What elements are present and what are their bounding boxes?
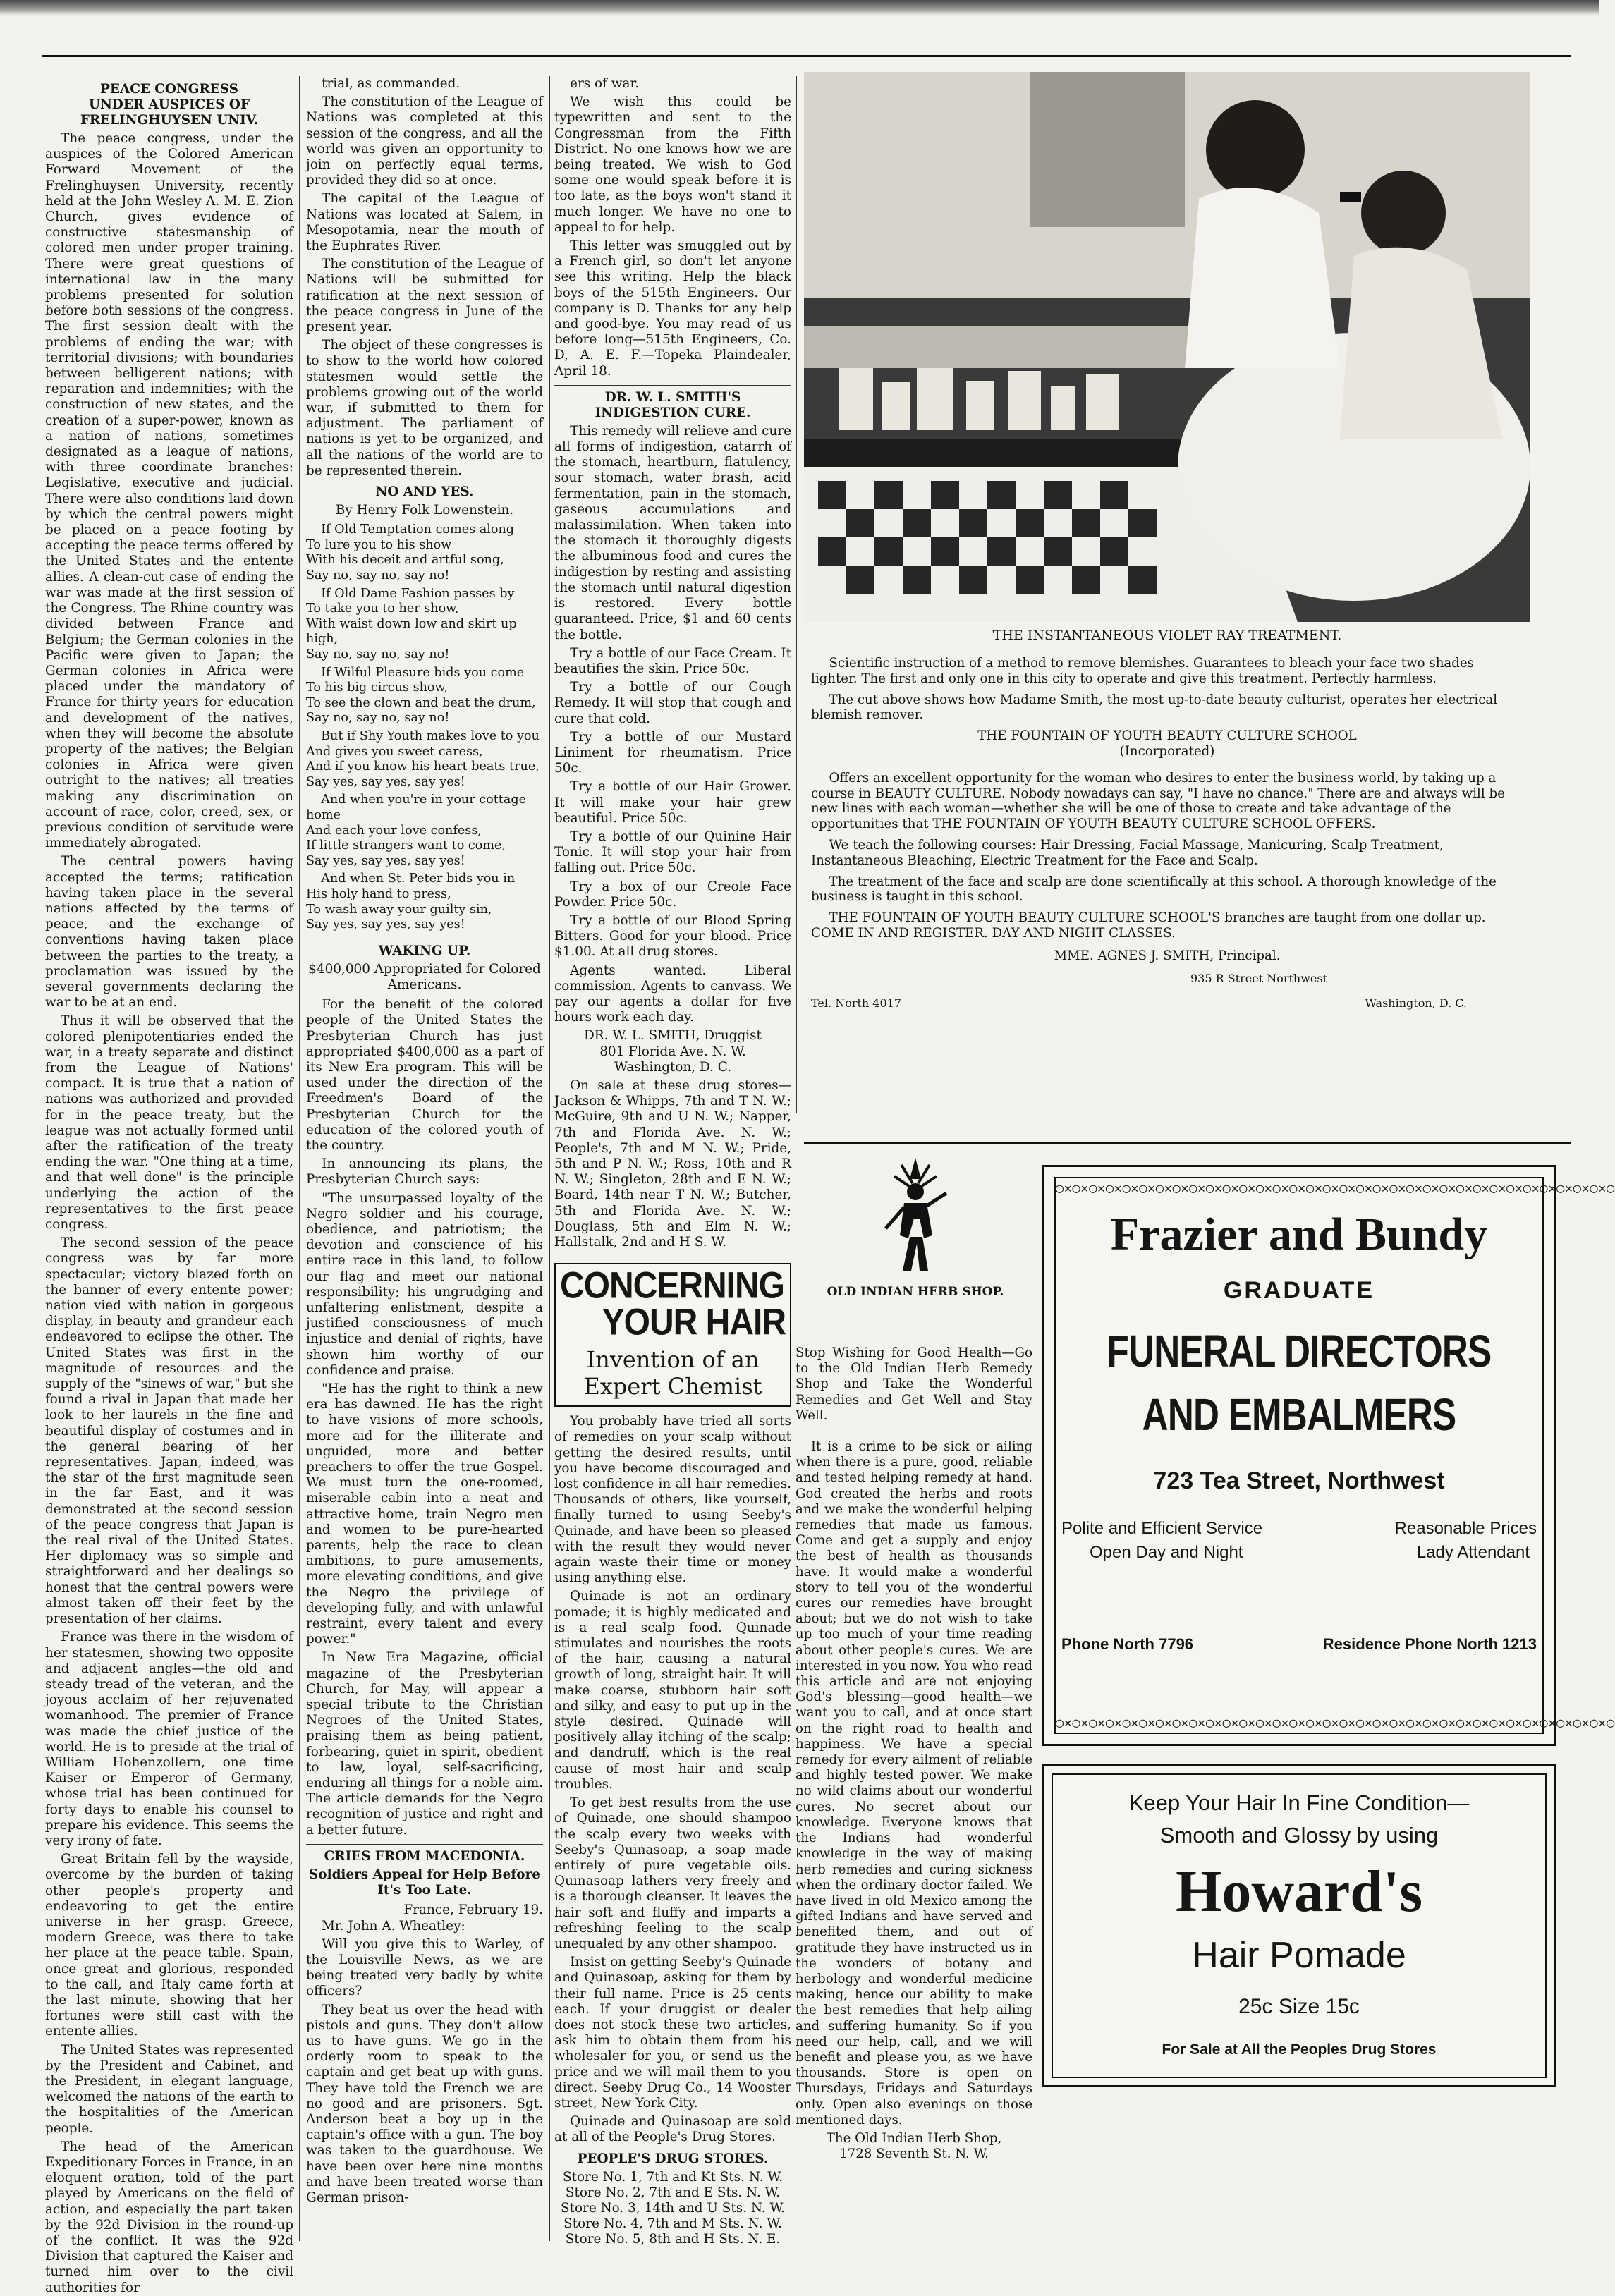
indian-herb-intro: Stop Wishing for Good Health—Go to the Old Indian Herb Remedy Shop and Take the Wonderful Remedies and Get Well and Stay Well.	[796, 1345, 1032, 1423]
store-list-item: Store No. 2, 7th and E Sts. N. W.	[565, 2185, 781, 2200]
article-paragraph: Mr. John A. Wheatley:	[322, 1918, 465, 1934]
column-divider	[299, 76, 300, 2241]
frazier-residence-phone: Residence Phone North 1213	[1322, 1635, 1537, 1653]
waking-up-title: WAKING UP.	[306, 939, 543, 959]
article-paragraph: The central powers having accepted the terms; ratification having taken place in the several nations affected by the terms of peace, and the exchange of conventions having taken place between the parties to the treaty, a proclamation was issued by the several governments declaring the war to be at an end.	[45, 854, 293, 1010]
frazier-address: 723 Tea Street, Northwest	[1153, 1467, 1445, 1494]
your-hair-heading: YOUR HAIR	[602, 1302, 786, 1343]
ad-paragraph: To get best results from the use of Quinade, one should shampoo the scalp every two weeks with Seeby's Quinasoap, a soap made entirely of pure vegetable oils. Quinasoap lathers very freely and is a thorough cleanser. It leaves the hair soft and fluffy and imparts a refreshing feeling to the scalp unequaled by any other shampoo.	[554, 1795, 791, 1951]
frazier-bundy-ad	[1042, 1165, 1615, 1746]
poem-stanza: But if Shy Youth makes love to you And gives you sweet caress, And if you know his heart beats true, Say yes, say yes, say yes!	[306, 729, 540, 789]
smith-signature: DR. W. L. SMITH, Druggist 801 Florida Ave. N. W. Washington, D. C.	[584, 1028, 762, 1075]
ad-paragraph: Scientific instruction of a method to remove blemishes. Guarantees to bleach your face two shades lighter. The first and only one in this city to operate and give this treatment. Perfectly harmless.	[811, 656, 1474, 686]
indian-herb-title: OLD INDIAN HERB SHOP.	[827, 1285, 1004, 1299]
ornament-border-bottom: ◯✕◯✕◯✕◯✕◯✕◯✕◯✕◯✕◯✕◯✕◯✕◯✕◯✕◯✕◯✕◯✕◯✕◯✕◯✕◯✕◯✕◯✕◯✕◯✕◯✕◯✕◯✕◯✕◯✕◯✕◯✕◯✕◯✕◯	[1056, 1716, 1615, 1730]
masthead-rule	[42, 55, 1571, 57]
store-list-item: Store No. 3, 14th and U Sts. N. W.	[560, 2200, 786, 2216]
ad-paragraph: Insist on getting Seeby's Quinade and Quinasoap, asking for them by their full name. Price is 25 cents each. If your druggist or dealer does not stock these two articles, ask him to obtain them from his wholesaler for you, or send us the price and we will mail them to you direct. Seeby Drug Co., 14 Wooster street, New York City.	[554, 1955, 791, 2111]
article-paragraph: The second session of the peace congress was by far more spectacular; victory blazed forth on the banner of every entente power; nation vied with nation in gorgeous display, in beauty and grandeur each endeavored to eclipse the other. The United States was first in the magnitude of resources and the supply of the "sinews of war," but she found a rival in Japan that made her look to her laurels in the fine and beautiful display of costumes and in the general bearing of her representatives. Japan, indeed, was the star of the first magnitude seen in the far East, and it was demonstrated at the second session of the peace congress that Japan is the real rival of the United States. Her diplomacy was so simple and straightforward and her dealings so honest that the central powers were almost taken off their feet by the presentation of her claims.	[45, 1235, 293, 1627]
ad-paragraph: Try a bottle of our Mustard Liniment for rheumatism. Price 50c.	[554, 729, 791, 776]
ad-paragraph: Agents wanted. Liberal commission. Agents to canvass. We pay our agents a dollar for five hours work each day.	[554, 963, 791, 1025]
article-paragraph: Thus it will be observed that the colored plenipotentiaries ended the war, in a treaty separate and distinct from the League of Nations' compact. It is true that a nation of nations was authorized and provided for in the peace treaty, but the league was not actually formed until after the ratification of the treaty ending the war. "One thing at a time, and that well done" is the principle underlying the action of the representatives to the first peace congress.	[45, 1013, 293, 1233]
article-paragraph: trial, as commanded.	[322, 76, 461, 91]
ad-paragraph: The treatment of the face and scalp are done scientifically at this school. A thorough knowledge of the business is taught in this school.	[811, 874, 1497, 905]
article-paragraph: We wish this could be typewritten and sent to the Congressman from the Fifth District. No one knows how we are being treated. We wish to God some one would speak before it is too late, as the boys won't stand it much longer. We have no one to appeal to for help.	[554, 94, 791, 235]
quinade-ad-body	[554, 1414, 791, 2145]
smith-title: DR. W. L. SMITH'S INDIGESTION CURE.	[554, 385, 791, 421]
school-subtitle: (Incorporated)	[1119, 743, 1215, 759]
store-list-item: Store No. 4, 7th and M Sts. N. W.	[563, 2216, 782, 2232]
howard-line1: Keep Your Hair In Fine Condition—	[1128, 1790, 1470, 1815]
article-paragraph: In announcing its plans, the Presbyterian Church says:	[306, 1156, 543, 1187]
indian-herb-text	[796, 1345, 1032, 2162]
article-paragraph: The capital of the League of Nations was located at Salem, in Mesopotamia, near the mouth of the Euphrates River.	[306, 191, 543, 254]
poem-stanza: If Old Dame Fashion passes by To take you to her show, With waist down low and skirt up high, Say no, say no, say no!	[306, 586, 517, 662]
ad-paragraph: THE FOUNTAIN OF YOUTH BEAUTY CULTURE SCHOOL'S branches are taught from one dollar up. COME IN AND REGISTER. DAY AND NIGHT CLASSES.	[811, 910, 1486, 941]
column-2	[306, 76, 543, 2248]
expert-chemist-subheading: Invention of an Expert Chemist	[583, 1346, 762, 1400]
howard-price: 25c Size 15c	[1238, 1995, 1360, 2018]
frazier-service: Polite and Efficient Service	[1061, 1519, 1263, 1538]
article-paragraph: Great Britain fell by the wayside, overcome by the burden of taking other people's property and endeavoring to get the entire universe in her grasp. Greece, modern Greece, was there to take her place at the peace table. Spain, once great and glorious, responded to the call, and Italy came forth at the last minute, showing that her fortunes were still cast with the entente allies.	[45, 1852, 293, 2039]
article-paragraph: ers of war.	[570, 76, 640, 91]
article-paragraph: Will you give this to Warley, of the Louisville News, as we are being treated very badly by white officers?	[306, 1936, 543, 1999]
article-paragraph: This letter was smuggled out by a French girl, so don't let anyone see this writing. Help the black boys of the 515th Engineers. Our company is D. Thanks for any help and good-bye. You may read of us before long—515th Engineers, Co. D, A. E. F.—Topeka Plaindealer, April 18.	[554, 238, 791, 379]
howard-brand: Howard's	[1175, 1859, 1423, 1924]
indian-herb-ad	[796, 1130, 1035, 1299]
article-paragraph: In New Era Magazine, official magazine of the Presbyterian Church, for May, will appear a special tribute to the Christian Negroes of the United States, praising them as being patient, forbearing, quiet in spirit, obedient to law, loyal, self-sacrificing, enduring all things for a noble aim. The article demands for the Negro recognition of justice and right and a better future.	[306, 1650, 543, 1838]
waking-up-article	[306, 997, 543, 1838]
poem-stanza: If Wilful Pleasure bids you come To his big circus show, To see the clown and beat the drum, Say no, say no, say no!	[306, 665, 536, 726]
poem-stanza: And when St. Peter bids you in His holy hand to press, To wash away your guilty sin, Say yes, say yes, say yes!	[306, 872, 516, 932]
ad-paragraph: This remedy will relieve and cure all forms of indigestion, catarrh of the stomach, heartburn, flatulency, sour stomach, water brash, acid fermentation, pain in the stomach, gaseous accumulations and malassimilation. When taken into the stomach it thoroughly digests the albuminous food and cures the indigestion by resting and assisting the stomach until natural digestion is restored. Every bottle guaranteed. Price, $1 and 60 cents the bottle.	[554, 423, 791, 642]
frazier-prices: Reasonable Prices	[1394, 1519, 1537, 1538]
ad-paragraph: We teach the following courses: Hair Dressing, Facial Massage, Manicuring, Scalp Treatment, Instantaneous Bleaching, Electric Treatment for the Face and Scalp.	[811, 837, 1444, 868]
article-paragraph: "The unsurpassed loyalty of the Negro soldier and his courage, obedience, and patriotism; the devotion and conscience of his entire race in this land, to follow our flag and meet our national responsibility; his ungrudging and unfaltering enlistment, despite a justified consciousness of much injustice and denial of rights, have shown him worthy of our confidence and praise.	[306, 1190, 543, 1378]
article-paragraph: The United States was represented by the President and Cabinet, and the President, in elegant language, welcomed the nations of the earth to the hospitalities of the American people.	[45, 2042, 293, 2136]
ad-paragraph: Try a bottle of our Quinine Hair Tonic. It will stop your hair from falling out. Price 50c.	[554, 829, 791, 876]
ad-paragraph: Try a bottle of our Hair Grower. It will make your hair grew beautiful. Price 50c.	[554, 779, 791, 826]
article-paragraph: The peace congress, under the auspices of the Colored American Forward Movement of the Frelinghuysen University, recently held at the John Wesley A. M. E. Zion Church, gives evidence of constructive statesmanship of colored men under proper training. There were great questions of international law in the many problems presented for solution before both sessions of the congress. The first session dealt with the problems of ending the war; with territorial divisions; with boundaries between belligerent nations; with reparation and indemnities; with the construction of new states, and the creation of a super-power, known as a nation of nations, sometimes designated as a league of nations, with three coordinate branches: Legislative, executive and judicial. There were also conditions laid down by which the central powers might be placed on a peace footing by accepting the peace terms offered by the United States and the entente allies. A clean-cut case of ending the war was made at the first session of the Congress. The Rhine country was divided between France and Belgium; the German colonies in the Pacific were given to Japan; the German colonies in Africa were placed under the mandatory of France for thirty years for education and development of the natives, when they will become the absolute property of the natives; the Belgian colonies in Africa were given outright to the natives; all treaties making any discrimination on account of race, color, creed, sex, or previous condition of servitude were immediately abrogated.	[45, 131, 293, 851]
school-phone: Tel. North 4017	[811, 996, 902, 1010]
howard-footer: For Sale at All the Peoples Drug Stores	[1162, 2041, 1437, 2058]
frazier-bundy-name: Frazier and Bundy	[1110, 1209, 1488, 1260]
ad-paragraph: Quinade and Quinasoap are sold at all of the People's Drug Stores.	[554, 2114, 791, 2145]
ad-paragraph: Try a bottle of our Cough Remedy. It will stop that cough and cure that cold.	[554, 680, 791, 726]
poem-author: By Henry Folk Lowenstein.	[335, 503, 514, 518]
peoples-drug-title: PEOPLE'S DRUG STORES.	[577, 2151, 769, 2166]
frazier-attendant: Lady Attendant	[1416, 1543, 1530, 1562]
school-title: THE FOUNTAIN OF YOUTH BEAUTY CULTURE SCHOOL	[977, 728, 1357, 744]
store-list-item: Store No. 1, 7th and Kt Sts. N. W.	[563, 2169, 783, 2185]
column-1	[45, 76, 293, 2295]
school-address: 935 R Street Northwest	[1190, 971, 1328, 985]
frazier-graduate: GRADUATE	[1223, 1277, 1375, 1304]
smith-ad-body	[554, 424, 791, 1026]
cries-subtitle: Soldiers Appeal for Help Before It's Too Late.	[309, 1867, 540, 1898]
ad-paragraph: Try a box of our Creole Face Powder. Price 50c.	[554, 879, 791, 910]
violet-ray-photo	[804, 72, 1530, 622]
ornament-border-top: ◯✕◯✕◯✕◯✕◯✕◯✕◯✕◯✕◯✕◯✕◯✕◯✕◯✕◯✕◯✕◯✕◯✕◯✕◯✕◯✕◯✕◯✕◯✕◯✕◯✕◯✕◯✕◯✕◯✕◯✕◯✕◯✕◯✕◯	[1056, 1181, 1615, 1196]
smith-stores: On sale at these drug stores—Jackson & Whipps, 7th and T N. W.; McGuire, 9th and U N. W.; Napper, 7th and Florida Ave. N. W.; People's, 7th and M N. W.; Pride, 5th and P N. W.; Ross, 10th and R N. W.; Singleton, 28th and E N. W.; Board, 14th near T N. W.; Butcher, 5th and Florida Ave. N. W.; Douglass, 5th and Elm N. W.; Hallstalk, 2nd and H S. W.	[554, 1077, 791, 1250]
violet-ray-ad-text	[811, 656, 1523, 1011]
article-paragraph: "He has the right to think a new era has dawned. He has the right to have visions of more schools, more aid for the illiterate and unguided, more and better preachers to offer the true Gospel. We must turn the one-roomed, miserable cabin into a neat and attractive home, train Negro men and women to be pure-hearted parents, help the race to clean ambitions, to pure amusements, more elevating conditions, and give the Negro the privilege of developing fully, and with unlawful restraint, every talent and every power."	[306, 1381, 543, 1647]
indian-herb-signature: The Old Indian Herb Shop, 1728 Seventh St. N. W.	[826, 2130, 1002, 2162]
ad-paragraph: Try a bottle of our Face Cream. It beautifies the skin. Price 50c.	[554, 645, 791, 676]
poem-stanza: If Old Temptation comes along To lure you to his show With his deceit and artful song, Say no, say no, say no!	[306, 523, 515, 583]
article-paragraph: The constitution of the League of Nations was completed at this session of the congress, and all the world was given an opportunity to join on perfectly equal terms, provided they did so at once.	[306, 94, 543, 188]
school-city: Washington, D. C.	[1365, 996, 1467, 1010]
column-divider	[796, 76, 797, 1113]
store-list-item: Store No. 5, 8th and H Sts. N. E.	[565, 2232, 781, 2247]
article-paragraph: France was there in the wisdom of her statesmen, showing two opposite and adjacent angles—the old and steady tread of the veteran, and the joyous acclaim of her rejuvenated womanhood. The premier of France was made the chief justice of the world. He is to preside at the trial of William Hohenzollern, one time Kaiser or Emperor of Germany, whose trial has been continued for forty days to enable his counsel to prepare his evidence. This seems the very irony of fate.	[45, 1630, 293, 1848]
article-paragraph: The head of the American Expeditionary Forces in France, in an eloquent oration, told of the part played by Americans on the field of action, and especially the part taken by the 92d Division in the round-up of the conflict. It was the 92d Division that captured the Kaiser and turned him over to the civil authorities for	[45, 2139, 293, 2295]
howard-product: Hair Pomade	[1192, 1935, 1406, 1976]
column-divider	[549, 76, 550, 2241]
page-top-border	[0, 0, 1599, 16]
peoples-store-list	[554, 2170, 791, 2248]
league-article	[306, 76, 543, 479]
cries-article	[306, 1919, 543, 2206]
peace-congress-headline: PEACE CONGRESS UNDER AUSPICES OF FRELINGHUYSEN UNIV.	[80, 82, 259, 128]
frazier-phone: Phone North 7796	[1061, 1635, 1194, 1653]
frazier-funeral-directors: FUNERAL DIRECTORS	[1107, 1326, 1492, 1376]
article-paragraph: The object of these congresses is to show to the world how colored statesmen would settle the problems growing out of the world war, if submitted to them for adjustment. The parliament of nations is yet to be organized, and all the nations of the world are to be represented therein.	[306, 338, 543, 478]
school-principal: MME. AGNES J. SMITH, Principal.	[1054, 948, 1281, 963]
frazier-hours: Open Day and Night	[1090, 1543, 1243, 1562]
concerning-your-hair-ad	[554, 1263, 791, 1407]
peace-congress-article	[45, 131, 293, 2296]
indian-herb-body: It is a crime to be sick or ailing when there is a pure, good, reliable and tested helping remedy at hand. God created the herbs and roots and we make the wonderful helping remedies that made us famous. Come and get a supply and enjoy the best of health as thousands have. It would make a wonderful story to tell you of the wonderful cures our remedies have brought about; but we do not wish to take up too much of your time reading about other people's cures. We are interested in you now. You who read this article and are not enjoying God's blessing—good health—we want you to call, and at once start on the right road to health and happiness. We have a special remedy for every ailment of reliable and highly tested power. We make no wild claims about our wonderful cures. No secret about our knowledge. Everyone knows that the Indians had wonderful knowledge in the way of making herb remedies and curing sickness when the ordinary doctor failed. We have lived in old Mexico among the gifted Indians and have served and benefited them, and out of gratitude they have instructed us in the wonders of botany and herbology and wonderful medicine making, hence our ability to make the best remedies that help ailing and suffering humanity. So if you need our help, call, and we will benefit and please you, as we have thousands. Store is open on Thursdays, Fridays and Saturdays only. Open also evenings on those mentioned days.	[796, 1439, 1032, 2127]
ad-paragraph: You probably have tried all sorts of remedies on your scalp without getting the desired results, until you have become discouraged and lost confidence in all hair remedies. Thousands of others, like yourself, finally turned to using Seeby's Quinade, and have been so pleased with the result they would never again waste their time or money using anything else.	[554, 1414, 791, 1586]
ad-paragraph: Quinade is not an ordinary pomade; it is highly medicated and is a real scalp food. Quinade stimulates and nourishes the roots of the hair, causing a natural growth of long, straight hair. It will make coarse, stubborn hair soft and silky, and easy to put up in the style desired. Quinade will positively allay itching of the scalp; and dandruff, which is the real cause of most hair and scalp troubles.	[554, 1589, 791, 1792]
poem-body	[306, 523, 543, 932]
waking-up-subtitle: $400,000 Appropriated for Colored Americans.	[308, 961, 541, 992]
frazier-embalmers: AND EMBALMERS	[1142, 1389, 1456, 1440]
howards-pomade-ad	[1042, 1764, 1556, 2087]
ad-paragraph: Try a bottle of our Blood Spring Bitters. Good for your blood. Price $1.00. At all drug stores.	[554, 912, 791, 960]
soldiers-letter-cont	[554, 76, 791, 379]
poem-stanza: And when you're in your cottage home And each your love confess, If little strangers want to come, Say yes, say yes, say yes!	[306, 793, 527, 868]
poem-title: NO AND YES.	[375, 484, 474, 500]
indian-figure-icon	[873, 1151, 958, 1278]
cries-dateline: France, February 19.	[403, 1903, 543, 1918]
ad-paragraph: The cut above shows how Madame Smith, the most up-to-date beauty culturist, operates her electrical blemish remover.	[811, 692, 1498, 723]
howard-line2: Smooth and Glossy by using	[1159, 1823, 1439, 1848]
concerning-heading: CONCERNING	[560, 1265, 785, 1307]
article-paragraph: For the benefit of the colored people of the United States the Presbyterian Church has just appropriated $400,000 as a part of its New Era program. This will be used under the direction of the Freedmen's Board of the Presbyterian Church for the education of the colored youth of the country.	[306, 997, 543, 1153]
column-3	[554, 76, 791, 2248]
article-paragraph: They beat us over the head with pistols and guns. They don't allow us to have guns. We go in the orderly room to speak to the captain and get beat up with guns. They have told the French we are no good and are prisoners. Sgt. Anderson beat a boy up in the captain's office with a gun. The boy was taken to the guardhouse. We have been over here nine months and have been treated worse than German prison-	[306, 2002, 543, 2205]
cries-title: CRIES FROM MACEDONIA.	[306, 1844, 543, 1864]
violet-ray-caption: THE INSTANTANEOUS VIOLET RAY TREATMENT.	[992, 628, 1342, 643]
ad-paragraph: Offers an excellent opportunity for the woman who desires to enter the business world, by taking up a course in BEAUTY CULTURE. Nobody nowadays can say, "I have no chance." There are and always will be new lines with each woman—whether she will be one of those to create and take advantage of the opportunities that THE FOUNTAIN OF YOUTH BEAUTY CULTURE SCHOOL OFFERS.	[811, 770, 1505, 832]
article-paragraph: The constitution of the League of Nations will be submitted for ratification at the next session of the peace congress in June of the present year.	[306, 257, 543, 335]
